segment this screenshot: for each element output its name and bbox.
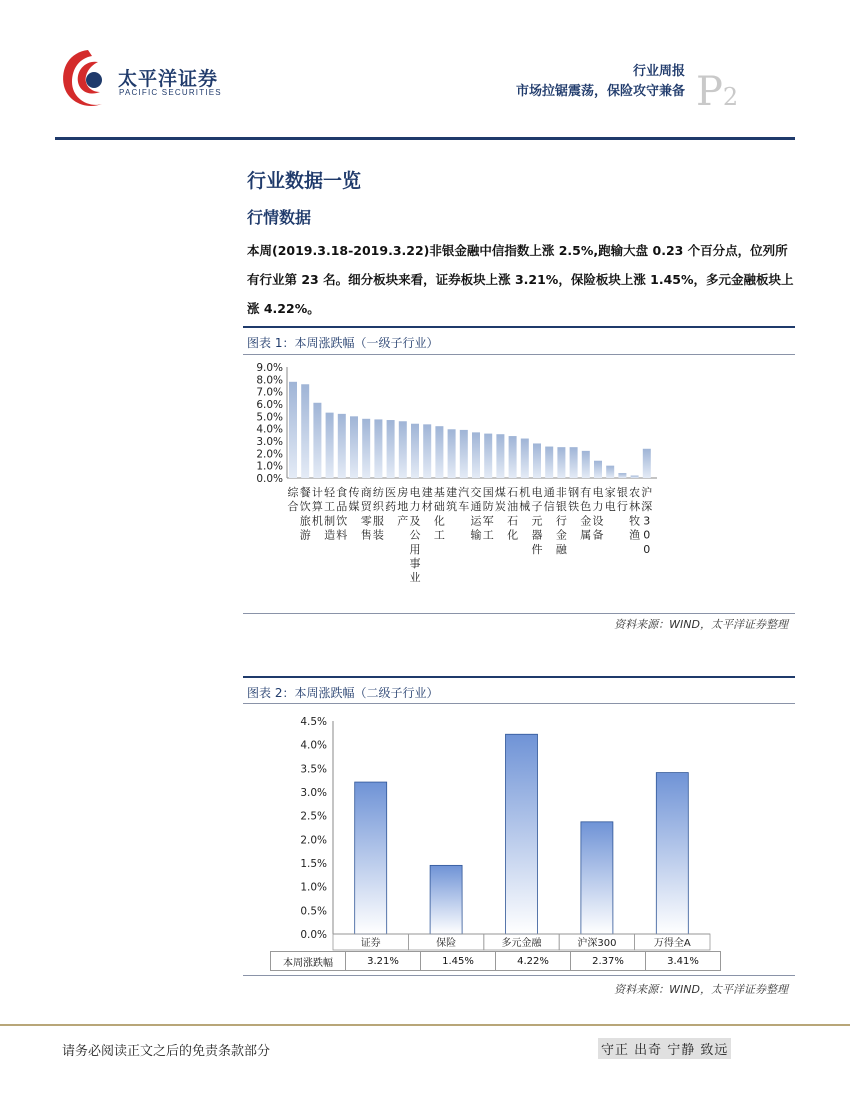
y-tick-label: 0.0% bbox=[300, 929, 327, 941]
x-tick-label: 通信 bbox=[543, 486, 555, 514]
x-tick-label: 基础化工 bbox=[433, 486, 445, 542]
x-tick-label: 钢铁 bbox=[568, 486, 580, 514]
y-tick-label: 5.0% bbox=[256, 411, 283, 424]
x-tick-label: 非银行金融 bbox=[555, 486, 567, 556]
bar bbox=[326, 413, 334, 478]
bar bbox=[399, 421, 407, 478]
bar bbox=[430, 865, 462, 934]
bar bbox=[509, 436, 517, 478]
bar bbox=[435, 426, 443, 478]
summary-paragraph: 本周(2019.3.18-2019.3.22)非银金融中信指数上涨 2.5%,跑输大盘 0.23 个百分点，位列所有行业第 23 名。细分板块来看，证券板块上涨 3.21%，保险板块上涨 1.45%，多元金融板块上涨 4.22%。 bbox=[247, 243, 794, 316]
bar bbox=[506, 734, 538, 934]
figure1-bottom-rule bbox=[243, 613, 795, 614]
figure2-bottom-rule bbox=[243, 975, 795, 976]
figure2-value-table bbox=[270, 951, 721, 971]
x-tick-label: 纺织服装 bbox=[372, 486, 384, 542]
bar bbox=[533, 443, 541, 478]
x-tick-label: 石油石化 bbox=[507, 486, 519, 542]
x-tick-label: 保险 bbox=[436, 938, 457, 949]
figure1-top-rule bbox=[243, 326, 795, 328]
company-logo bbox=[58, 46, 118, 112]
x-tick-label: 国防军工 bbox=[482, 486, 494, 542]
x-tick-label: 房地产 bbox=[397, 486, 409, 528]
section-heading: 行业数据一览 bbox=[247, 170, 362, 192]
bar bbox=[521, 439, 529, 478]
y-tick-label: 7.0% bbox=[256, 386, 283, 399]
y-tick-label: 4.0% bbox=[256, 423, 283, 436]
x-tick-label: 有色金属 bbox=[580, 486, 592, 542]
x-tick-label: 食品饮料 bbox=[336, 486, 348, 542]
figure2-title: 图表 2：本周涨跌幅（二级子行业） bbox=[247, 686, 439, 700]
y-tick-label: 1.0% bbox=[256, 460, 283, 473]
x-tick-label: 煤炭 bbox=[494, 486, 506, 514]
bar bbox=[423, 424, 431, 478]
bar bbox=[472, 432, 480, 478]
bar bbox=[545, 447, 553, 478]
bar bbox=[557, 447, 565, 478]
y-tick-label: 2.0% bbox=[300, 834, 327, 847]
value-cell: 3.21% bbox=[346, 952, 421, 971]
x-tick-label: 多元金融 bbox=[501, 938, 542, 949]
page-number: P2 bbox=[696, 69, 739, 115]
x-tick-label: 餐饮旅游 bbox=[299, 486, 311, 542]
x-tick-label: 沪深 3 0 0 bbox=[641, 486, 653, 556]
y-tick-label: 2.0% bbox=[256, 448, 283, 461]
figure2-value-row bbox=[271, 952, 721, 971]
y-tick-label: 4.0% bbox=[300, 739, 327, 752]
y-tick-label: 3.0% bbox=[300, 787, 327, 799]
bar bbox=[484, 434, 492, 478]
x-tick-label: 汽车 bbox=[458, 486, 470, 514]
y-tick-label: 2.5% bbox=[300, 810, 327, 823]
bar bbox=[570, 447, 578, 478]
x-tick-label: 万得全A bbox=[653, 938, 691, 949]
figure2-chart bbox=[243, 706, 795, 951]
bar bbox=[631, 476, 639, 478]
x-tick-label: 商贸零售 bbox=[360, 486, 372, 542]
y-tick-label: 0.0% bbox=[256, 473, 283, 485]
y-tick-label: 8.0% bbox=[256, 374, 283, 387]
value-cell: 4.22% bbox=[496, 952, 571, 971]
bar bbox=[606, 466, 614, 478]
x-tick-label: 机械 bbox=[519, 486, 531, 514]
x-tick-label: 交通运输 bbox=[470, 486, 482, 542]
bar bbox=[460, 430, 468, 478]
report-title: 市场拉锯震荡，保险攻守兼备 bbox=[515, 84, 685, 99]
figure1-title: 图表 1：本周涨跌幅（一级子行业） bbox=[247, 336, 439, 350]
report-type: 行业周报 bbox=[632, 64, 685, 79]
company-name-cn: 太平洋证券 bbox=[118, 68, 219, 90]
company-name-en: PACIFIC SECURITIES bbox=[119, 88, 222, 97]
bar bbox=[411, 424, 419, 478]
bar bbox=[355, 782, 387, 934]
figure2-title-rule bbox=[243, 703, 795, 704]
x-tick-label: 证券 bbox=[360, 938, 381, 949]
x-tick-label: 电力设备 bbox=[592, 486, 604, 542]
figure1-source: 资料来源：WIND，太平洋证券整理 bbox=[614, 618, 788, 631]
figure2-source: 资料来源：WIND，太平洋证券整理 bbox=[614, 983, 788, 996]
y-tick-label: 3.5% bbox=[300, 763, 327, 776]
bar bbox=[338, 414, 346, 478]
y-tick-label: 1.5% bbox=[300, 858, 327, 870]
x-tick-label: 家电 bbox=[604, 486, 616, 514]
figure1-title-rule bbox=[243, 354, 795, 355]
x-tick-label: 建材 bbox=[421, 486, 433, 514]
x-tick-label: 轻工制造 bbox=[324, 486, 336, 542]
x-tick-label: 综合 bbox=[287, 486, 299, 514]
series-name-cell: 本周涨跌幅 bbox=[271, 952, 346, 971]
y-tick-label: 6.0% bbox=[256, 399, 283, 411]
header-rule bbox=[55, 137, 795, 140]
x-tick-label: 传媒 bbox=[348, 486, 360, 514]
value-cell: 3.41% bbox=[646, 952, 721, 971]
bar bbox=[301, 384, 309, 478]
bar bbox=[496, 434, 504, 478]
bar bbox=[313, 403, 321, 478]
value-cell: 2.37% bbox=[571, 952, 646, 971]
value-cell: 1.45% bbox=[421, 952, 496, 971]
bar bbox=[582, 451, 590, 478]
bar bbox=[362, 419, 370, 478]
y-tick-label: 3.0% bbox=[256, 436, 283, 448]
y-tick-label: 1.0% bbox=[300, 881, 327, 894]
x-tick-label: 沪深300 bbox=[577, 938, 617, 949]
bar bbox=[289, 382, 297, 478]
footer-disclaimer: 请务必阅读正文之后的免责条款部分 bbox=[62, 1044, 271, 1059]
x-tick-label: 电子元器件 bbox=[531, 486, 543, 556]
x-tick-label: 电力及公用事业 bbox=[409, 486, 421, 585]
footer-motto: 守正 出奇 宁静 致远 bbox=[598, 1038, 731, 1059]
x-tick-label: 农林牧渔 bbox=[629, 486, 641, 542]
x-tick-label: 银行 bbox=[616, 486, 628, 514]
bar bbox=[350, 416, 358, 478]
figure2-top-rule bbox=[243, 676, 795, 678]
bar bbox=[374, 419, 382, 478]
figure1-chart bbox=[243, 358, 795, 610]
x-tick-label: 计算机 bbox=[311, 486, 323, 528]
footer-rule bbox=[0, 1024, 850, 1026]
bar bbox=[656, 773, 688, 934]
x-tick-label: 建筑 bbox=[446, 486, 458, 514]
section-subheading: 行情数据 bbox=[247, 208, 312, 227]
x-tick-label: 医药 bbox=[385, 486, 397, 514]
bar bbox=[618, 473, 626, 478]
bar bbox=[448, 429, 456, 478]
y-tick-label: 0.5% bbox=[300, 905, 327, 918]
bar bbox=[643, 449, 651, 478]
bar bbox=[581, 822, 613, 934]
bar bbox=[594, 461, 602, 478]
y-tick-label: 4.5% bbox=[300, 716, 327, 728]
y-tick-label: 9.0% bbox=[256, 362, 283, 374]
bar bbox=[387, 420, 395, 478]
